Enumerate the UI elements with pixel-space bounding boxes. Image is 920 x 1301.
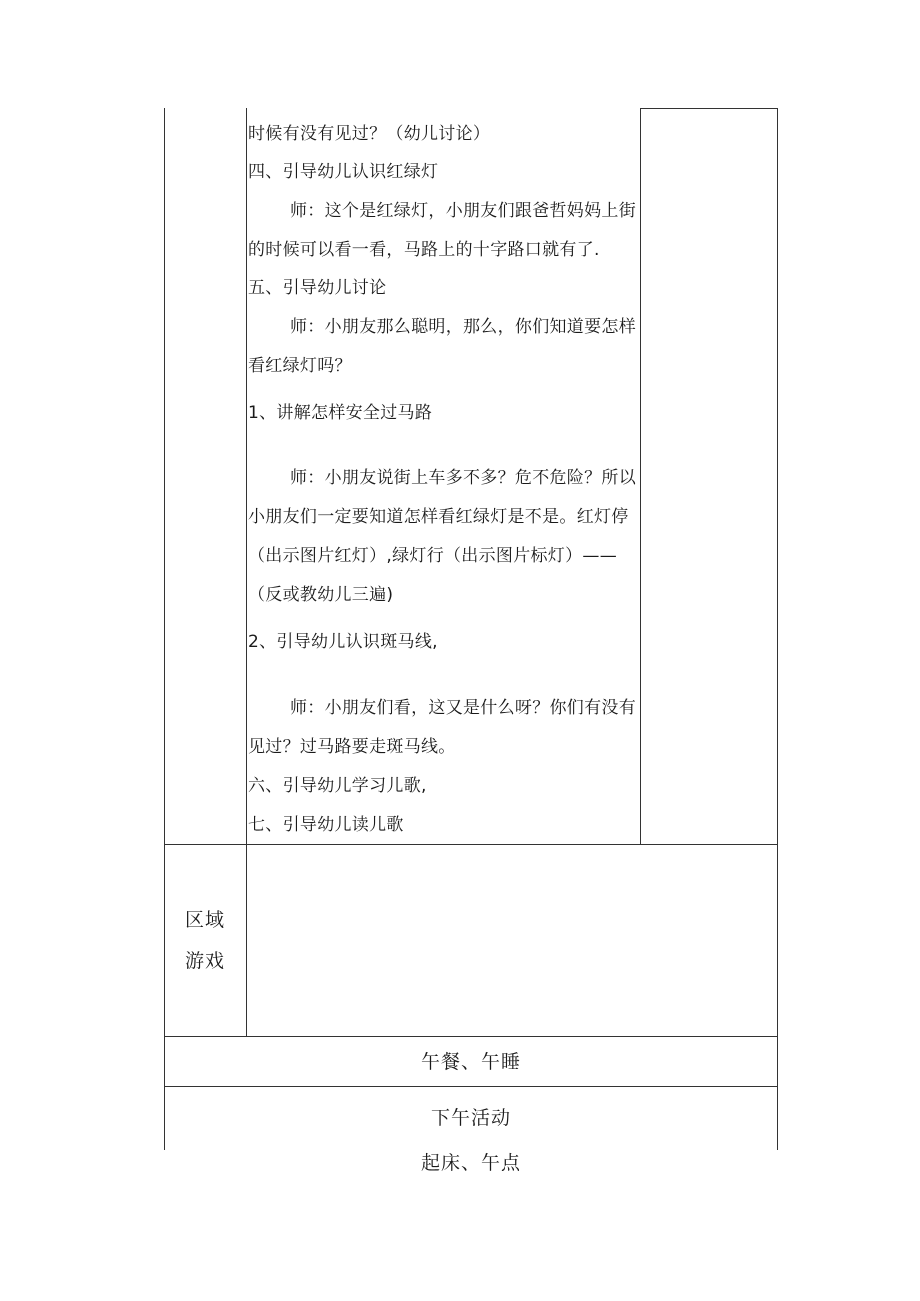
column-divider-right bbox=[640, 108, 641, 844]
content-line: 师：小朋友说街上车多不多？危不危险？所以 bbox=[290, 468, 636, 488]
region-game-label-line1: 区域 bbox=[185, 909, 226, 931]
content-line: 小朋友们一定要知道怎样看红绿灯是不是。红灯停 bbox=[248, 507, 629, 527]
content-line: （出示图片红灯）,绿灯行（出示图片标灯）—— bbox=[248, 546, 618, 566]
content-heading: 七、引导幼儿读儿歌 bbox=[248, 815, 404, 835]
content-heading: 四、引导幼儿认识红绿灯 bbox=[248, 162, 439, 182]
content-line: 的时候可以看一看，马路上的十字路口就有了. bbox=[248, 240, 600, 260]
right-column-top-border bbox=[640, 108, 778, 109]
afternoon-activity-subtitle: 起床、午点 bbox=[420, 1152, 521, 1174]
content-line: 师：这个是红绿灯，小朋友们跟爸哲妈妈上街 bbox=[290, 201, 636, 221]
content-line: 师：小朋友们看，这又是什么呀？你们有没有 bbox=[290, 698, 636, 718]
afternoon-activity-title: 下午活动 bbox=[430, 1107, 511, 1129]
row-divider-afternoon bbox=[164, 1086, 778, 1087]
region-game-label-line2: 游戏 bbox=[185, 950, 226, 972]
row-divider-region bbox=[164, 844, 778, 845]
content-line: 师：小朋友那么聪明，那么，你们知道要怎样 bbox=[290, 317, 636, 337]
table-right-border bbox=[777, 108, 778, 1150]
content-line: 看红绿灯吗？ bbox=[248, 356, 352, 376]
content-subheading: 1、讲解怎样安全过马路 bbox=[248, 403, 433, 423]
lunch-nap-row-label: 午餐、午睡 bbox=[420, 1051, 521, 1073]
content-line: （反或教幼儿三遍) bbox=[248, 585, 394, 605]
content-heading: 五、引导幼儿讨论 bbox=[248, 278, 387, 298]
column-divider-left bbox=[246, 108, 247, 1037]
table-left-border bbox=[164, 108, 165, 1150]
content-subheading: 2、引导幼儿认识斑马线, bbox=[248, 632, 438, 652]
content-line: 见过？过马路要走斑马线。 bbox=[248, 737, 456, 757]
content-line: 时候有没有见过？（幼儿讨论） bbox=[248, 124, 491, 144]
content-heading: 六、引导幼儿学习儿歌, bbox=[248, 776, 427, 796]
row-divider-lunch bbox=[164, 1036, 778, 1037]
